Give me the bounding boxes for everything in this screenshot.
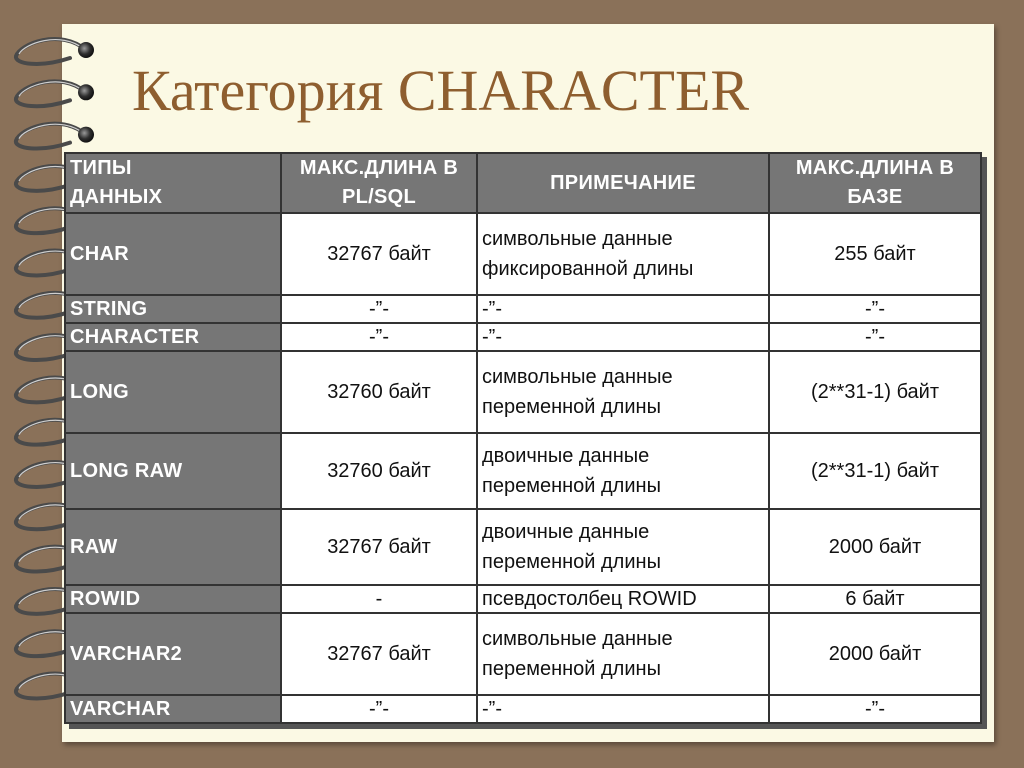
cell-data-type: LONG RAW [65, 433, 281, 509]
binding-hole [78, 42, 94, 58]
table-row [65, 213, 981, 295]
cell-note [477, 323, 769, 351]
slide-title: Категория CHARACTER [132, 58, 750, 123]
cell-max-length-db: -”- [769, 695, 981, 723]
cell-note [477, 213, 769, 295]
table-row [65, 433, 981, 509]
cell-max-length-db: 2000 байт [769, 509, 981, 585]
cell-max-length-db: 6 байт [769, 585, 981, 613]
spiral-ring [16, 81, 86, 106]
cell-note [477, 433, 769, 509]
data-types-table-frame [64, 152, 982, 724]
cell-note [477, 351, 769, 433]
table-row [65, 295, 981, 323]
cell-note-line: переменной длины [482, 396, 661, 418]
cell-note-line: переменной длины [482, 475, 661, 497]
cell-max-length-plsql: 32767 байт [281, 213, 477, 295]
cell-note-line: символьные данные [482, 366, 673, 388]
cell-note-line: переменной длины [482, 551, 661, 573]
table-header-row [65, 153, 981, 213]
cell-note [477, 695, 769, 723]
cell-data-type: ROWID [65, 585, 281, 613]
cell-max-length-plsql: 32767 байт [281, 509, 477, 585]
cell-max-length-plsql: -”- [281, 295, 477, 323]
cell-data-type: VARCHAR2 [65, 613, 281, 695]
cell-data-type: CHARACTER [65, 323, 281, 351]
cell-data-type: CHAR [65, 213, 281, 295]
header-max-length-db: МАКС.ДЛИНА В БАЗЕ [769, 153, 981, 213]
header-max-length-plsql: МАКС.ДЛИНА В PL/SQL [281, 153, 477, 213]
cell-note-line: переменной длины [482, 658, 661, 680]
cell-max-length-plsql: -”- [281, 323, 477, 351]
table-row [65, 613, 981, 695]
cell-note [477, 509, 769, 585]
binding-hole [78, 84, 94, 100]
cell-max-length-plsql: - [281, 585, 477, 613]
cell-max-length-db: 2000 байт [769, 613, 981, 695]
cell-note-line: -”- [482, 326, 502, 348]
header-data-types: ТИПЫ ДАННЫХ [65, 153, 281, 213]
cell-note [477, 295, 769, 323]
header-note: ПРИМЕЧАНИЕ [477, 153, 769, 213]
cell-note [477, 585, 769, 613]
table-row [65, 509, 981, 585]
cell-max-length-plsql: 32760 байт [281, 351, 477, 433]
cell-max-length-plsql: -”- [281, 695, 477, 723]
cell-data-type: STRING [65, 295, 281, 323]
table-row [65, 351, 981, 433]
cell-max-length-plsql: 32760 байт [281, 433, 477, 509]
cell-note [477, 613, 769, 695]
cell-max-length-db: 255 байт [769, 213, 981, 295]
binding-hole [78, 127, 94, 143]
cell-max-length-db: -”- [769, 295, 981, 323]
cell-max-length-db: -”- [769, 323, 981, 351]
cell-max-length-plsql: 32767 байт [281, 613, 477, 695]
table-row [65, 695, 981, 723]
cell-max-length-db: (2**31-1) байт [769, 433, 981, 509]
cell-note-line: двоичные данные [482, 521, 650, 543]
cell-note-line: символьные данные [482, 228, 673, 250]
table-row [65, 585, 981, 613]
cell-max-length-db: (2**31-1) байт [769, 351, 981, 433]
cell-note-line: двоичные данные [482, 445, 650, 467]
cell-note-line: символьные данные [482, 628, 673, 650]
cell-note-line: фиксированной длины [482, 258, 694, 280]
table-row [65, 323, 981, 351]
spiral-ring [16, 39, 86, 64]
cell-note-line: -”- [482, 698, 502, 720]
spiral-ring [16, 124, 86, 149]
cell-data-type: RAW [65, 509, 281, 585]
cell-data-type: VARCHAR [65, 695, 281, 723]
data-types-table [64, 152, 982, 724]
cell-data-type: LONG [65, 351, 281, 433]
cell-note-line: псевдостолбец ROWID [482, 588, 697, 610]
cell-note-line: -”- [482, 298, 502, 320]
